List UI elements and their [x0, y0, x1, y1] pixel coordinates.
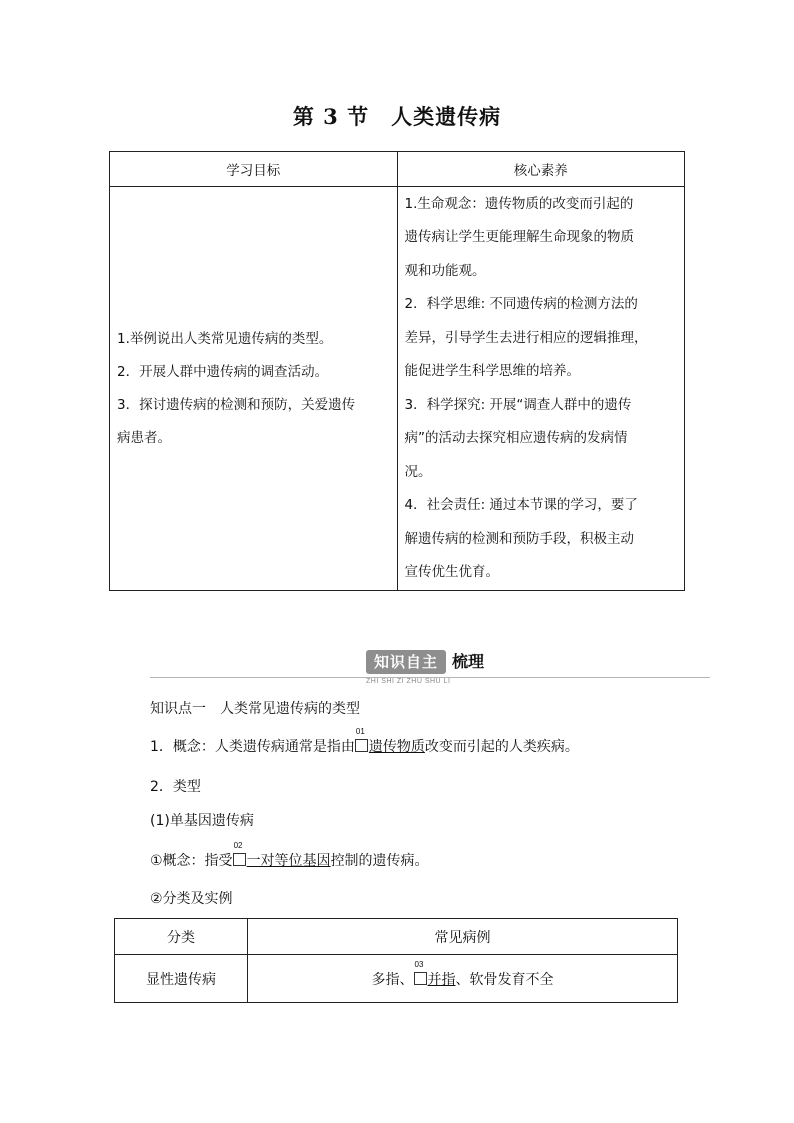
literacy-line: 差异，引导学生去进行相应的逻辑推理，: [404, 329, 648, 346]
blank-box-icon: [414, 959, 427, 985]
blank-box-icon: [233, 841, 246, 866]
blank-answer: 并指: [427, 971, 456, 988]
types-header-right: 常见病例: [248, 919, 678, 955]
banner-badge: 知识自主: [366, 650, 446, 674]
sg-concept-prefix: ①概念：指受: [150, 853, 233, 869]
goals-header-left: 学习目标: [110, 152, 398, 187]
examples-suffix: 、软骨发育不全: [455, 971, 554, 988]
blank-number: 03: [414, 959, 424, 969]
literacy-line: 遗传病让学生更能理解生命现象的物质: [404, 229, 634, 245]
single-gene-heading: (1)单基因遗传病: [150, 813, 254, 829]
fill-blank-2: [233, 841, 331, 869]
classification-heading: ②分类及实例: [150, 891, 233, 907]
banner-heading: 梳理: [452, 652, 485, 671]
fill-blank-3: [414, 959, 456, 988]
dominant-examples: [248, 955, 678, 1003]
goal-line: 病患者。: [117, 429, 171, 446]
examples-prefix: 多指、: [371, 971, 414, 988]
concept-prefix: 1．概念：人类遗传病通常是指由: [150, 739, 355, 755]
blank-number: 02: [233, 841, 243, 850]
blank-number: 01: [355, 727, 365, 736]
goal-line: 3．探讨遗传病的检测和预防，关爱遗传: [117, 396, 356, 413]
goal-line: 2．开展人群中遗传病的调查活动。: [117, 363, 329, 380]
blank-answer: 遗传物质: [368, 739, 425, 755]
literacy-line: 能促进学生科学思维的培养。: [404, 363, 580, 379]
blank-box-icon: [355, 727, 368, 752]
literacy-line: 4．社会责任: 通过本节课的学习，要了: [404, 497, 638, 513]
learning-goals-cell: [110, 187, 398, 591]
goals-table: [109, 151, 685, 591]
concept-suffix: 改变而引起的人类疾病。: [424, 739, 579, 755]
literacy-line: 3．科学探究: 开展“调查人群中的遗传: [404, 396, 632, 413]
literacy-line: 宣传优生优育。: [404, 564, 499, 580]
section-banner: [150, 648, 710, 688]
knowledge-point-title: 知识点一 人类常见遗传病的类型: [150, 701, 360, 717]
page-title: 第 3 节 人类遗传病: [292, 104, 502, 129]
goal-line: 1.举例说出人类常见遗传病的类型。: [117, 330, 333, 347]
single-gene-concept: [150, 841, 429, 870]
core-literacy-cell: [397, 187, 685, 591]
concept-line: [150, 727, 579, 756]
fill-blank-1: [355, 727, 425, 755]
sg-concept-suffix: 控制的遗传病。: [330, 853, 429, 869]
literacy-line: 况。: [404, 463, 432, 480]
disease-types-table: [114, 918, 678, 1003]
literacy-line: 2．科学思维: 不同遗传病的检测方法的: [404, 296, 638, 312]
blank-answer: 一对等位基因: [246, 853, 331, 869]
literacy-line: 解遗传病的检测和预防手段，积极主动: [404, 530, 634, 547]
literacy-line: 观和功能观。: [404, 262, 486, 279]
literacy-line: 病”的活动去探究相应遗传病的发病情: [404, 430, 628, 446]
goals-header-right: 核心素养: [397, 152, 685, 187]
types-header-left: 分类: [115, 919, 248, 955]
literacy-line: 1.生命观念：遗传物质的改变而引起的: [404, 195, 634, 212]
banner-pinyin: ZHI SHI ZI ZHU SHU LI: [366, 678, 451, 685]
types-title: 2．类型: [150, 779, 201, 795]
type-dominant: 显性遗传病: [115, 955, 248, 1003]
